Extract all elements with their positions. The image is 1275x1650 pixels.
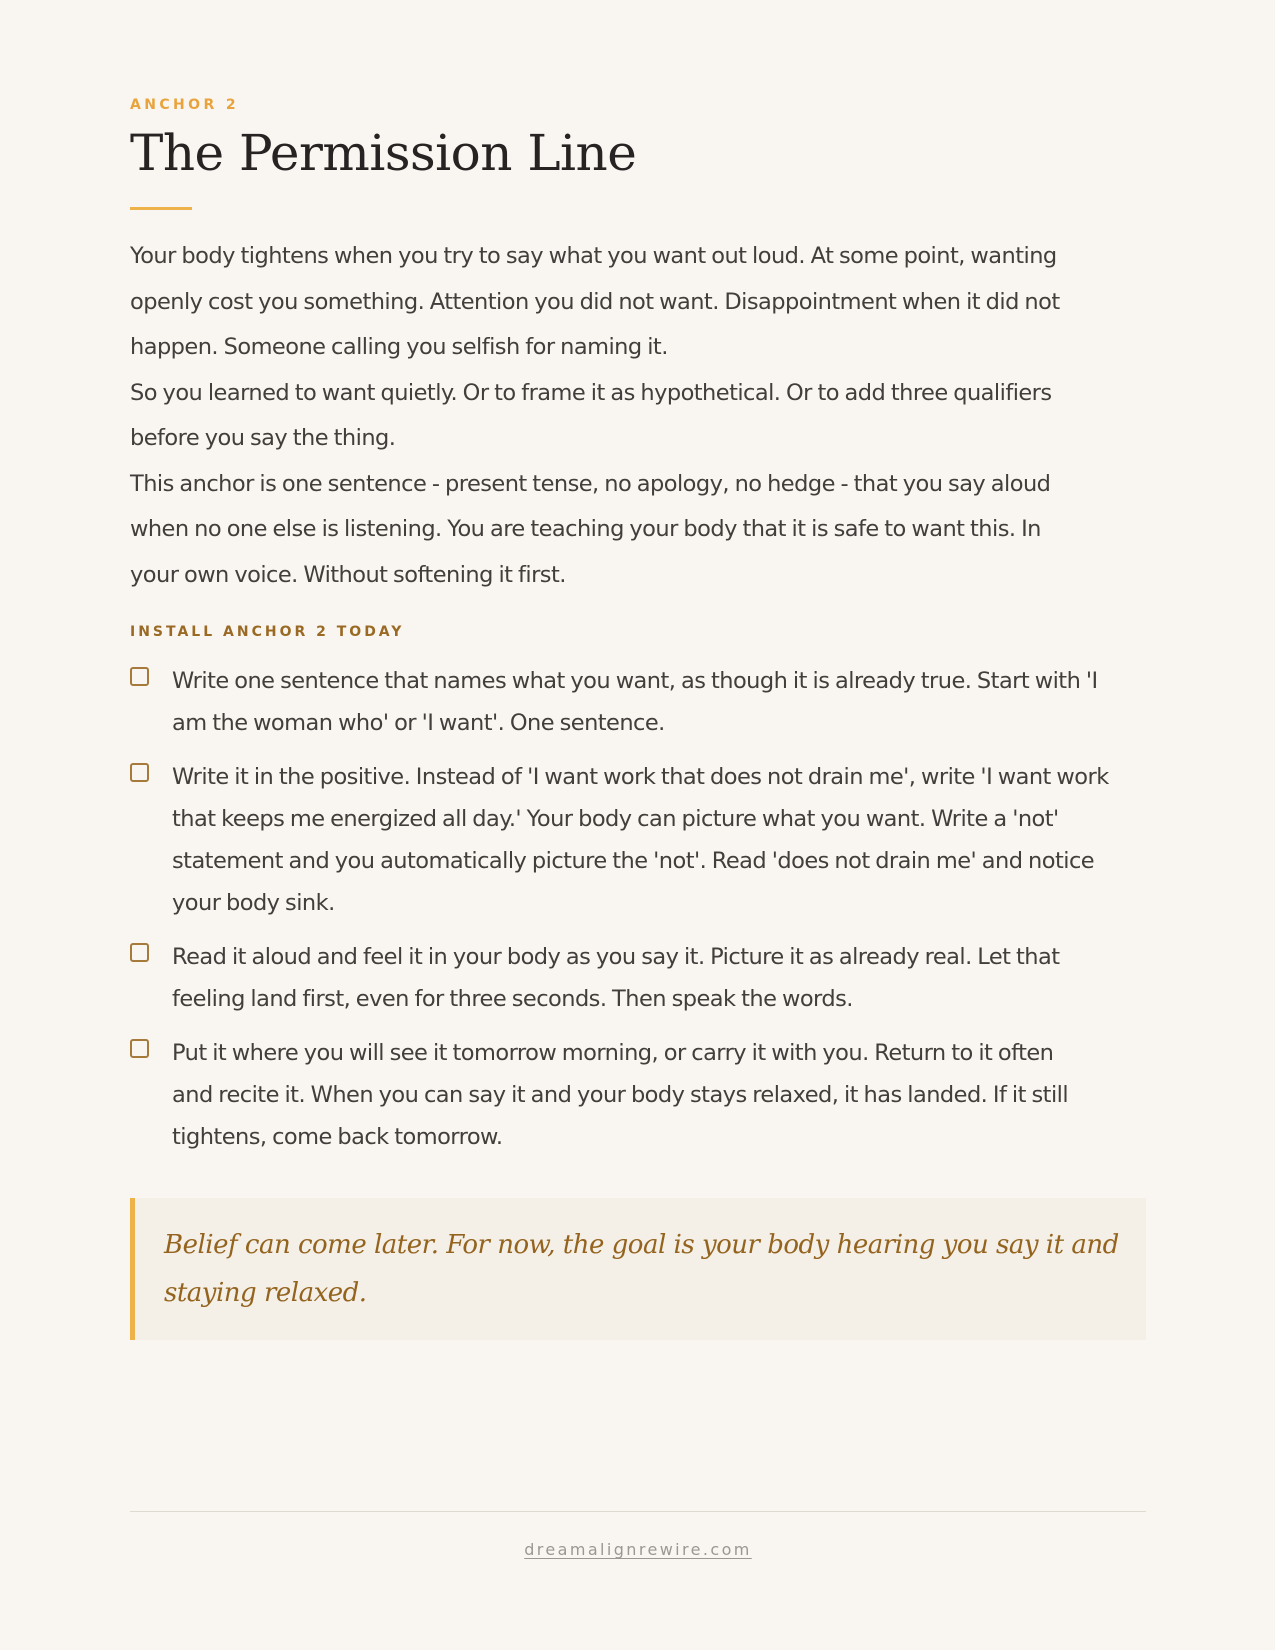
checklist-line: that keeps me energized all day.' Your body can picture what you want. Write a 'not' [172,806,1059,832]
checklist-line: Read it aloud and feel it in your body as you say it. Picture it as already real. Let that [172,944,1060,970]
footer [130,1540,1146,1559]
intro-line: before you say the thing. [130,425,396,451]
checklist-item [130,936,1146,1020]
checklist-line: statement and you automatically picture the 'not'. Read 'does not drain me' and notice [172,848,1095,874]
checklist-item [130,660,1146,744]
checklist-line: feeling land first, even for three seconds. Then speak the words. [172,986,853,1012]
intro-line: your own voice. Without softening it first. [130,561,566,588]
checkbox[interactable] [130,943,149,962]
intro-paragraph [130,462,1146,599]
intro-line: So you learned to want quietly. Or to frame it as hypothetical. Or to add three qualifiers [130,379,1052,406]
title-accent-rule [130,207,192,210]
intro-text [130,234,1146,598]
page-title: The Permission Line [130,124,637,182]
checklist-line: am the woman who' or 'I want'. One sentence. [172,710,665,736]
intro-line: happen. Someone calling you selfish for naming it. [130,334,668,360]
intro-paragraph [130,234,1146,371]
checklist-item-text [172,756,1146,924]
checklist-line: tightens, come back tomorrow. [172,1124,503,1150]
intro-line: Your body tightens when you try to say what you want out loud. At some point, wanting [130,243,1057,269]
callout-quote-text [164,1221,1119,1317]
callout-quote [130,1198,1146,1340]
checklist-item-text [172,936,1146,1020]
checklist-heading: INSTALL ANCHOR 2 TODAY [130,624,405,640]
checklist-line: Write one sentence that names what you want, as though it is already true. Start with 'I [172,668,1098,694]
callout-line: Belief can come later. For now, the goal is your body hearing you say it and [164,1230,1119,1260]
intro-line: when no one else is listening. You are teaching your body that it is safe to want this. In [130,516,1041,542]
intro-line: This anchor is one sentence - present tense, no apology, no hedge - that you say aloud [130,470,1051,497]
checkbox[interactable] [130,1039,149,1058]
checklist-item [130,756,1146,924]
checklist-line: Put it where you will see it tomorrow morning, or carry it with you. Return to it often [172,1040,1054,1066]
checklist-item-text [172,1032,1146,1158]
website-link[interactable]: dreamalignrewire.com [524,1540,752,1559]
intro-paragraph [130,371,1146,462]
intro-line: openly cost you something. Attention you did not want. Disappointment when it did not [130,288,1060,315]
checklist-line: and recite it. When you can say it and your body stays relaxed, it has landed. If it still [172,1082,1069,1108]
checkbox[interactable] [130,763,149,782]
callout-line: staying relaxed. [164,1278,367,1308]
footer-divider [130,1511,1146,1512]
task-checklist [130,660,1146,1170]
checklist-item [130,1032,1146,1158]
anchor-eyebrow: ANCHOR 2 [130,97,240,113]
checklist-line: Write it in the positive. Instead of 'I want work that does not drain me', write 'I want work [172,764,1109,790]
checklist-item-text [172,660,1146,744]
checklist-line: your body sink. [172,890,335,916]
checkbox[interactable] [130,667,149,686]
